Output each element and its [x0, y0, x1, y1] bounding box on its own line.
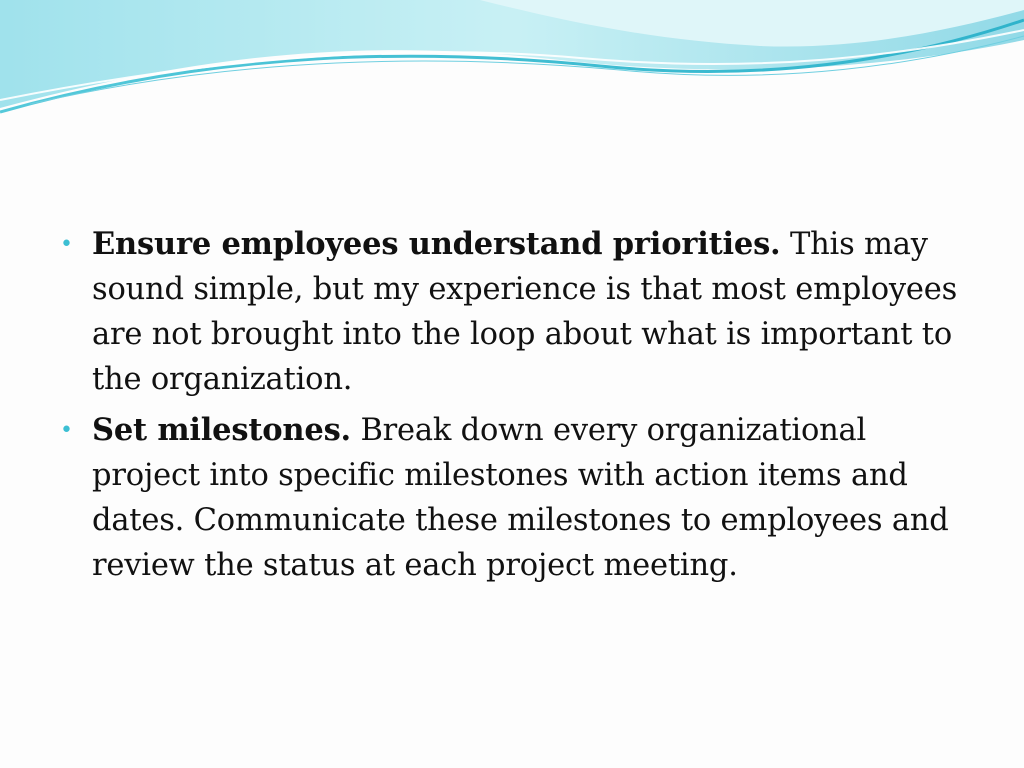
bullet-text: This may sound simple, but my experience is that most employees are not brought into the loop about what is important to the organization. — [92, 227, 958, 397]
bullet-dot-icon: • — [60, 232, 73, 257]
bullet-list — [56, 222, 976, 588]
bullet-item-milestones — [56, 408, 976, 588]
bullet-lead: Set milestones. — [92, 412, 351, 448]
bullet-dot-icon: • — [60, 418, 73, 443]
slide-content — [56, 222, 976, 594]
bullet-lead: Ensure employees understand priorities. — [92, 226, 781, 262]
header-wave-decoration — [0, 0, 1024, 130]
bullet-text: Break down every organizational project into specific milestones with action items and dates. Communicate these milestones to employees and review the status at each project meeting. — [92, 413, 949, 583]
bullet-item-priorities — [56, 222, 976, 402]
